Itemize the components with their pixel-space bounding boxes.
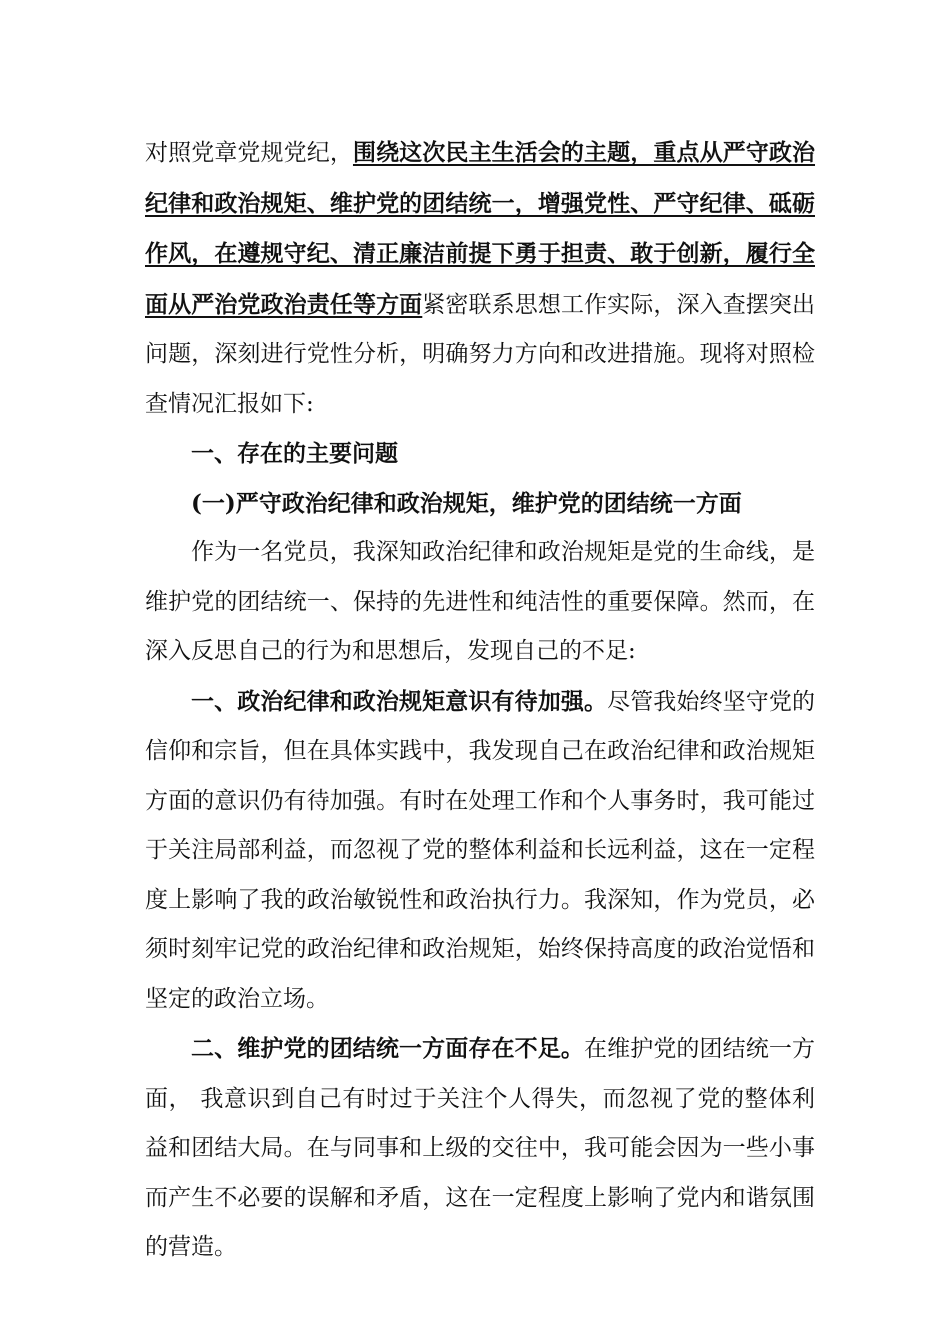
paragraph-discipline-title: 一、政治纪律和政治规矩意识有待加强。 <box>191 687 608 715</box>
intro-lead-text: 对照党章党规党纪， <box>145 140 353 166</box>
subsection-heading: (一)严守政治纪律和政治规矩，维护党的团结统一方面 <box>191 489 742 517</box>
paragraph-unity-body: 在维护党的团结统一方面， 我意识到自己有时过于关注个人得失，而忽视了党的整体利益和团结大局。在与同事和上级的交往中，我可能会因为一些小事而产生不必要的误解和矛盾，这在一定程度上影响了党内和谐氛围的营造。 <box>145 1036 816 1260</box>
paragraph-unity <box>145 1024 815 1273</box>
paragraph-discipline-body: 尽管我始终坚守党的信仰和宗旨，但在具体实践中，我发现自己在政治纪律和政治规矩方面的意识仍有待加强。有时在处理工作和个人事务时，我可能过于关注局部利益，而忽视了党的整体利益和长远利益，这在一定程度上影响了我的政治敏锐性和政治执行力。我深知，作为党员，必须时刻牢记党的政治纪律和政治规矩，始终保持高度的政治觉悟和坚定的政治立场。 <box>145 688 816 1012</box>
paragraph-awareness: 作为一名党员，我深知政治纪律和政治规矩是党的生命线，是维护党的团结统一、保持的先进性和纯洁性的重要保障。然而，在深入反思自己的行为和思想后，发现自己的不足: <box>145 539 815 664</box>
intro-emphasis-text: 围绕这次民主生活会的主题，重点从严守政治纪律和政治规矩、维护党的团结统一，增强党性、严守纪律、砥砺作风，在遵规守纪、清正廉洁前提下勇于担责、敢于创新，履行全面从严治党政治责任等方面 <box>145 139 816 318</box>
section-heading: 一、存在的主要问题 <box>191 440 398 467</box>
intro-rest-text: 紧密联系思想工作实际，深入查摆突出问题，深刻进行党性分析，明确努力方向和改进措施。现将对照检查情况汇报如下: <box>145 291 816 417</box>
paragraph-unity-title: 二、维护党的团结统一方面存在不足。 <box>191 1035 584 1062</box>
paragraph-discipline <box>145 677 815 1025</box>
intro-paragraph <box>145 128 815 429</box>
document-body <box>145 128 815 1273</box>
